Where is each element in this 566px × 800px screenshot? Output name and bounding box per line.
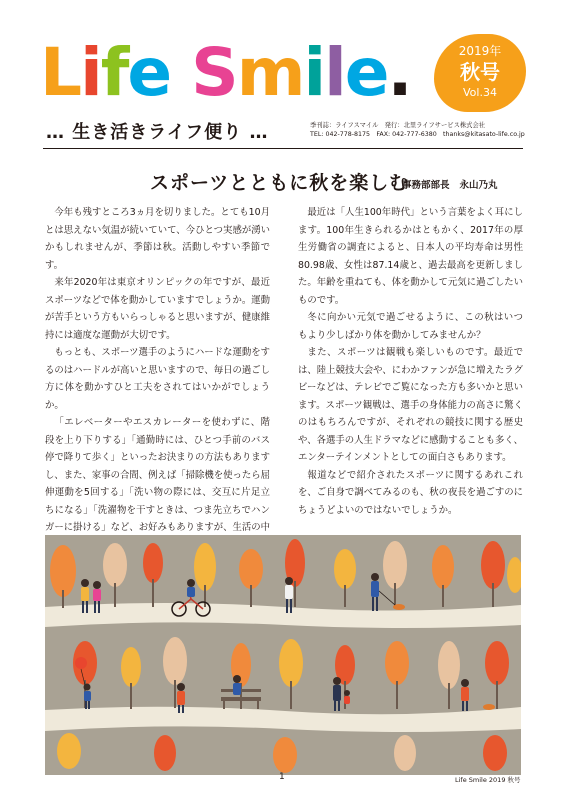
header-divider [43, 148, 523, 149]
article-column-right [298, 204, 523, 519]
tagline: … 生き活きライフ便り … [46, 122, 269, 143]
contact-line: TEL: 042-778-8175 FAX: 042-777-6380 thanks@kitasato-life.co.jp [310, 131, 525, 138]
paragraph: また、スポーツは観戦も楽しいものです。最近では、陸上競技大会や、にわかファンが急に増えたラグビーなどは、テレビでご覧になった方も多いかと思います。スポーツ観戦は、選手の身体能力の高さに驚くのはもちろんですが、それぞれの競技に関する歴史や、各選手の人生ドラマなどに感動することも多く、エンターテインメントとしての面白さもあります。 [298, 347, 523, 463]
paragraph: 最近は「人生100年時代」という言葉をよく耳にします。100年生きられるかはともかく、2017年の厚生労働省の調査によると、日本人の平均寿命は男性80.98歳、女性は87.14歳と、過去最高を更新しました。年齢を重ねても、体を動かして元気に過ごしたいものです。 [298, 207, 523, 306]
tree [154, 735, 176, 771]
paragraph: 冬に向かい元気で過ごせるように、この秋はいつもより少しばかり体を動かしてみませんか？ [298, 312, 523, 341]
article-title: スポーツとともに秋を楽しむ [150, 172, 410, 194]
paragraph: 「エレベーターやエスカレーターを使わずに、階段を上り下りする」「通勤時には、ひとつ手前のバス停で降りて歩く」といったお決まりの方法もありますし、また、家事の合間、例えば「掃除機を使ったら屈伸運動を5回する」「洗い物の際には、交互に片足立ちになる」「洗濯物を干すときは、つま先立ちでハンガーに掛ける」など、お好みもありますが、生活の中 [45, 417, 271, 533]
paragraph: もっとも、スポーツ選手のようにハードな運動をするのはハードルが高いと思いますので、毎日の過ごし方に体を動かすひと工夫をされてはいかがでしょうか。 [45, 347, 270, 411]
byline [402, 177, 498, 191]
tree [394, 735, 416, 771]
logo-letter: . [387, 34, 411, 111]
logo-letter: f [100, 34, 128, 111]
logo-letter [170, 33, 191, 113]
autumn-park-illustration [45, 535, 521, 775]
tree [57, 733, 81, 769]
logo-letter: e [127, 34, 171, 111]
paragraph: 報道などで紹介されたスポーツに関するあれこれを、ご自身で調べてみるのも、秋の夜長を過ごすのにちょうどよいのではないでしょうか。 [298, 469, 524, 516]
tree [273, 737, 297, 773]
author-name: 永山乃丸 [459, 180, 498, 191]
logo-life-smile [40, 33, 440, 113]
logo-letter: i [303, 34, 325, 111]
issue-badge [434, 34, 526, 112]
author-title: 事務部部長 [402, 180, 450, 191]
logo-letter: e [344, 34, 388, 111]
logo-letter: S [191, 34, 237, 111]
logo-letter: L [40, 34, 81, 111]
issue-season: 秋号 [460, 60, 500, 84]
footer-brand: Life Smile 2019 秋号 [455, 776, 521, 784]
issue-year: 2019年 [458, 44, 502, 58]
article-column-left [45, 204, 270, 572]
tree [483, 735, 507, 771]
logo-letter: m [236, 34, 304, 111]
publisher-line: 季刊誌：ライフスマイル 発行：北里ライフサービス株式会社 [310, 122, 486, 129]
page-number: 1 [279, 772, 285, 782]
paragraph: 来年2020年は東京オリンピックの年ですが、最近スポーツなどで体を動かしていますでしょうか。運動が苦手という方もいらっしゃると思いますが、健康維持には適度な運動が大切です。 [45, 277, 271, 341]
logo-letter: i [80, 34, 101, 111]
paragraph: 今年も残すところ3ヵ月を切りました。とても10月とは思えない気温が続いていて、今ひとつ実感が湧いかもしれませんが、季節は秋。活動しやすい季節です。 [45, 207, 270, 271]
logo-letter: l [324, 34, 345, 111]
issue-volume: Vol.34 [463, 86, 497, 99]
publication-info [310, 121, 540, 139]
